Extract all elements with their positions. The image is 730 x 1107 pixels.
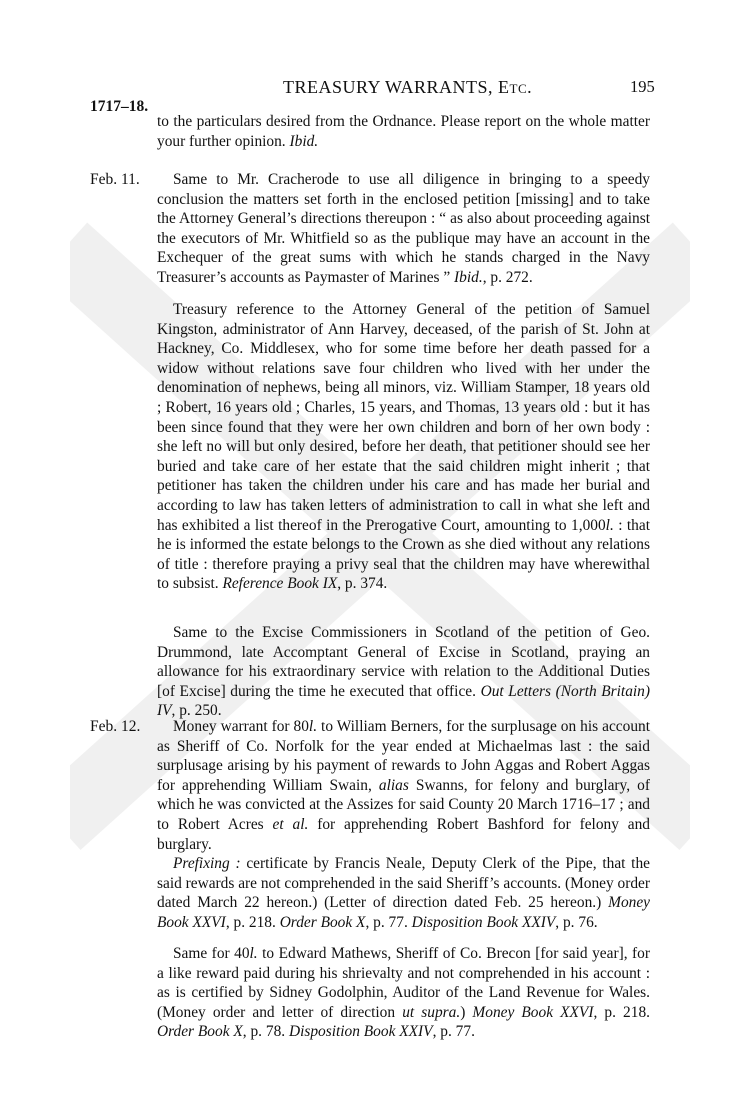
entry-paragraph: [157, 944, 650, 1042]
entry-paragraph: [157, 717, 650, 933]
italic-run: l.: [605, 516, 614, 534]
italic-run: ut supra.: [402, 1003, 461, 1021]
italic-run: l.: [249, 945, 258, 962]
italic-run: l.: [308, 718, 318, 735]
text-run: Swanns, for felony and burglary, of which he was convicted at the Assizes for said County 20 March 1716–17 ; and to Robert Acres: [157, 776, 650, 833]
text-run: Treasury reference to the Attorney General of the petition of Samuel Kingston, administrator of Ann Harvey, deceased, of the parish of St. John at Hackney, Co. Middlesex, who for some time before her death passed for a widow without relations save four children who lived with her under the denomination of nephews, being all minors, viz. William Stamper, 18 years old ; Robert, 16 years old ; Charles, 15 years, and Thomas, 13 years old : but it has been since found that they were her own children and born of her own body : she left no will but only desired, before her death, that petitioner should see her buried and take care of her estate that the said children might inherit ; that petitioner has taken the children under his care and has made her burial and according to law has taken letters of administration to call in what she left and has exhibited a list thereof in the Prerogative Court, amounting to 1,000: [157, 301, 650, 534]
italic-run: Ibid.: [289, 132, 319, 150]
text-run: to the particulars desired from the Ordnance. Please report on the whole matter your further opinion.: [157, 113, 650, 150]
text-run: certificate by Francis Neale, Deputy Clerk of the Pipe, that the said rewards are not comprehended in the said Sheriff’s accounts. (Money order dated March 22 hereon.) (Letter of direction dated Feb. 25 hereon.): [157, 855, 650, 912]
italic-run: Out Letters (North Britain) IV: [157, 682, 650, 720]
italic-run: Ibid.: [454, 268, 483, 286]
entry-date: Feb. 11.: [90, 171, 140, 188]
text-run: to William Berners, for the surplusage on his account as Sheriff of Co. Norfolk for the year ended at Michaelmas last : the said surplusage arising by his payment of rewards to John Aggas and Robert Aggas for apprehending William Swain,: [157, 718, 650, 794]
running-header: TREASURY WARRANTS, Etc.: [283, 77, 533, 97]
italic-run: alias: [378, 776, 409, 794]
text-run: , p. 272.: [482, 268, 533, 286]
italic-run: Prefixing :: [173, 855, 241, 873]
text-run: to Edward Mathews, Sheriff of Co. Brecon [for said year], for a like reward paid during his shrievalty and not comprehended in his account : as is certified by Sidney Godolphin, Auditor of the Land Revenue for Wales. (Money order and letter of direction: [157, 945, 650, 1021]
text-run: , p. 77.: [432, 1023, 475, 1041]
text-run: Same for 40: [173, 945, 250, 962]
year-label: 1717–18.: [90, 98, 149, 115]
text-run: ): [460, 1003, 473, 1021]
text-run: : that he is informed the estate belongs to the Crown as she died without any relations of title : therefore praying a privy seal that the children may have wherewithal to subsist.: [157, 516, 650, 593]
italic-run: et al.: [272, 815, 309, 833]
text-run: for apprehending Robert Bashford for felony and burglary.: [157, 815, 651, 853]
italic-run: Order Book X: [157, 1023, 243, 1041]
text-run: , p. 76.: [555, 913, 598, 931]
text-run: Money warrant for 80: [173, 718, 309, 735]
entry-paragraph: [157, 623, 650, 721]
italic-run: Reference Book IX: [222, 575, 338, 593]
entry-date: Feb. 12.: [90, 718, 141, 735]
italic-run: Money Book XXVI: [472, 1003, 594, 1021]
italic-run: Disposition Book XXIV: [411, 913, 556, 931]
text-run: , p. 250.: [171, 702, 222, 720]
text-run: , p. 374.: [337, 575, 388, 593]
text-run: , p. 218.: [593, 1003, 650, 1021]
italic-run: Money Book XXVI: [157, 894, 650, 931]
entry-paragraph: [157, 170, 650, 288]
italic-run: Order Book X: [279, 913, 366, 931]
text-run: , p. 218.: [225, 913, 280, 931]
text-run: Same to the Excise Commissioners in Scotland of the petition of Geo. Drummond, late Accomptant General of Excise in Scotland, praying an allowance for his extraordinary service with relation to the Additional Duties [of Excise] during the time he executed that office.: [157, 624, 650, 700]
italic-run: Disposition Book XXIV: [288, 1023, 433, 1041]
page-number: 195: [630, 77, 655, 96]
text-run: , p. 77.: [365, 913, 412, 931]
text-run: , p. 78.: [242, 1023, 289, 1041]
text-run: Same to Mr. Cracherode to use all diligence in bringing to a speedy conclusion the matters set forth in the enclosed petition [missing] and to take the Attorney General’s directions thereupon : “ as also about proceeding against the executors of Mr. Whitfield so as the publique may have an account in the Exchequer of the great sums with which he stands charged in the Navy Treasurer’s accounts as Paymaster of Marines ”: [157, 171, 650, 286]
entry-paragraph: [157, 300, 650, 594]
entry-paragraph: [157, 112, 650, 151]
